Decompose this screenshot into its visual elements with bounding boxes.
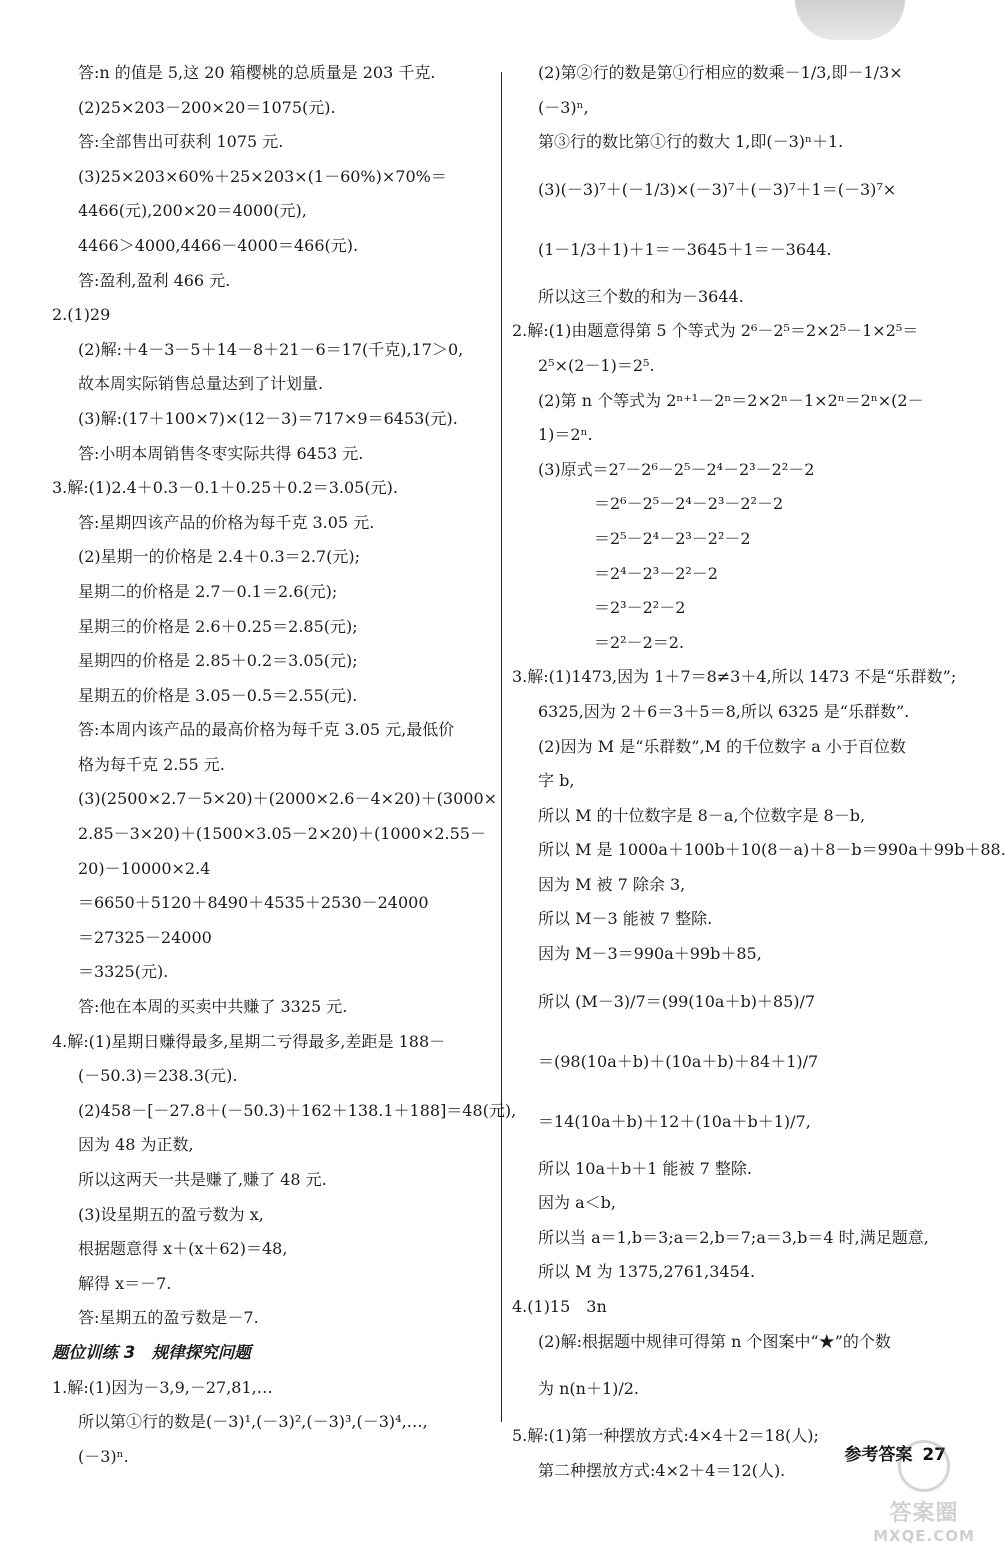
left-line: (－3)ⁿ. (78, 1446, 129, 1466)
right-line: ＝2⁴－2³－2²－2 (594, 563, 718, 583)
right-line: 1)＝2ⁿ. (538, 425, 593, 445)
left-line: 20)－10000×2.4 (78, 858, 211, 878)
right-line: (3)原式＝2⁷－2⁶－2⁵－2⁴－2³－2²－2 (538, 459, 815, 479)
left-line: 答:盈利,盈利 466 元. (78, 270, 231, 290)
left-line: (2)解:＋4－3－5＋14－8＋21－6＝17(千克),17＞0, (78, 339, 464, 359)
right-line: 6325,因为 2＋6＝3＋5＝8,所以 6325 是“乐群数”. (538, 701, 910, 721)
right-line: 第③行的数比第①行的数大 1,即(－3)ⁿ＋1. (538, 132, 844, 152)
left-line: 答:小明本周销售冬枣实际共得 6453 元. (78, 443, 364, 463)
right-line: ＝14(10a＋b)＋12＋(10a＋b＋1)/7, (538, 1111, 811, 1131)
footer-label: 参考答案 (844, 1445, 913, 1465)
right-line: 所以这三个数的和为－3644. (538, 286, 744, 306)
right-line: (1－1/3＋1)＋1＝－3645＋1＝－3644. (538, 239, 832, 259)
left-line: 2.85－3×20)＋(1500×3.05－2×20)＋(1000×2.55－ (78, 824, 486, 844)
left-line: 4.解:(1)星期日赚得最多,星期二亏得最多,差距是 188－ (52, 1031, 446, 1051)
left-line: 答:星期四该产品的价格为每千克 3.05 元. (78, 512, 375, 532)
left-line: (3)(2500×2.7－5×20)＋(2000×2.6－4×20)＋(3000× (78, 789, 498, 809)
left-line: ＝27325－24000 (78, 927, 212, 947)
left-line: 2.(1)29 (52, 305, 111, 325)
left-line: ＝6650＋5120＋8490＋4535＋2530－24000 (78, 893, 429, 913)
left-line: 格为每千克 2.55 元. (78, 754, 225, 774)
right-line: (2)因为 M 是“乐群数”,M 的千位数字 a 小于百位数 (538, 736, 906, 756)
right-line: ＝2⁶－2⁵－2⁴－2³－2²－2 (594, 494, 784, 514)
left-line: (3)解:(17＋100×7)×(12－3)＝717×9＝6453(元). (78, 408, 458, 428)
left-line: ＝3325(元). (78, 962, 169, 982)
left-line: 答:n 的值是 5,这 20 箱樱桃的总质量是 203 千克. (78, 63, 436, 82)
page-tab-decoration (795, 0, 905, 40)
watermark-url: MXQE.COM (873, 1527, 975, 1545)
right-line: 所以当 a＝1,b＝3;a＝2,b＝7;a＝3,b＝4 时,满足题意, (538, 1227, 929, 1247)
right-line: 第二种摆放方式:4×2＋4＝12(人). (538, 1460, 786, 1480)
right-line: (2)第 n 个等式为 2ⁿ⁺¹－2ⁿ＝2×2ⁿ－1×2ⁿ＝2ⁿ×(2－ (538, 390, 924, 410)
right-line: 因为 M－3＝990a＋99b＋85, (538, 944, 762, 964)
left-line: (3)25×203×60%＋25×203×(1－60%)×70%＝ (78, 166, 447, 186)
right-line: 4.(1)15 3n (512, 1297, 607, 1317)
right-line: 所以 M 是 1000a＋100b＋10(8－a)＋8－b＝990a＋99b＋88. (538, 840, 1006, 860)
right-line: 因为 a＜b, (538, 1193, 616, 1213)
right-line: 3.解:(1)1473,因为 1＋7＝8≠3＋4,所以 1473 不是“乐群数”; (512, 667, 957, 687)
right-line: 2⁵×(2－1)＝2⁵. (538, 355, 655, 375)
left-line: 4466(元),200×20＝4000(元), (78, 201, 307, 221)
right-column (512, 56, 1006, 1488)
left-line: 根据题意得 x＋(x＋62)＝48, (78, 1239, 288, 1259)
right-line: ＝(98(10a＋b)＋(10a＋b)＋84＋1)/7 (538, 1051, 819, 1071)
right-line: 所以 10a＋b＋1 能被 7 整除. (538, 1158, 752, 1178)
left-line: 答:本周内该产品的最高价格为每千克 3.05 元,最低价 (78, 720, 455, 740)
left-line: 星期五的价格是 3.05－0.5＝2.55(元). (78, 685, 358, 705)
right-line: 字 b, (538, 771, 575, 791)
left-line: 所以这两天一共是赚了,赚了 48 元. (78, 1170, 327, 1189)
right-line: (－3)ⁿ, (538, 97, 589, 117)
right-line: 所以 M－3 能被 7 整除. (538, 909, 713, 929)
left-line: 答:星期五的盈亏数是－7. (78, 1308, 259, 1328)
left-line: 星期二的价格是 2.7－0.1＝2.6(元); (78, 581, 338, 601)
right-line: 5.解:(1)第一种摆放方式:4×4＋2＝18(人); (512, 1426, 819, 1446)
left-line: (3)设星期五的盈亏数为 x, (78, 1204, 264, 1224)
watermark-logo (864, 1440, 984, 1545)
left-line: (2)25×203－200×20＝1075(元). (78, 97, 336, 117)
right-line: (2)第②行的数是第①行相应的数乘－1/3,即－1/3× (538, 63, 903, 82)
page-number: 27 (922, 1445, 946, 1465)
left-line: (2)星期一的价格是 2.4＋0.3＝2.7(元); (78, 547, 360, 567)
right-line: (2)解:根据题中规律可得第 n 个图案中“★”的个数 (538, 1331, 891, 1351)
left-line: 1.解:(1)因为－3,9,－27,81,… (52, 1377, 273, 1397)
left-line: 星期四的价格是 2.85＋0.2＝3.05(元); (78, 651, 358, 671)
left-line: (－50.3)＝238.3(元). (78, 1066, 238, 1086)
right-line: 为 n(n＋1)/2. (538, 1379, 640, 1399)
right-line: 所以 M 的十位数字是 8－a,个位数字是 8－b, (538, 805, 866, 825)
right-line: 因为 M 被 7 除余 3, (538, 874, 686, 894)
right-line: (3)(－3)⁷＋(－1/3)×(－3)⁷＋(－3)⁷＋1＝(－3)⁷× (538, 179, 897, 199)
right-line: ＝2³－2²－2 (594, 598, 686, 618)
left-line: 3.解:(1)2.4＋0.3－0.1＋0.25＋0.2＝3.05(元). (52, 478, 398, 498)
left-column (52, 56, 517, 1474)
right-line: 所以 (M－3)/7＝(99(10a＋b)＋85)/7 (538, 991, 816, 1011)
right-line: 2.解:(1)由题意得第 5 个等式为 2⁶－2⁵＝2×2⁵－1×2⁵＝ (512, 321, 919, 341)
left-line: 解得 x＝－7. (78, 1273, 172, 1293)
right-line: ＝2²－2＝2. (594, 632, 685, 652)
left-line: 所以第①行的数是(－3)¹,(－3)²,(－3)³,(－3)⁴,…, (78, 1412, 428, 1432)
right-line: 所以 M 为 1375,2761,3454. (538, 1262, 756, 1282)
watermark-title: 答案圈 (889, 1501, 959, 1526)
left-line: 4466＞4000,4466－4000＝466(元). (78, 235, 359, 255)
right-line: ＝2⁵－2⁴－2³－2²－2 (594, 528, 751, 548)
left-line: 星期三的价格是 2.6＋0.25＝2.85(元); (78, 616, 358, 636)
watermark-circle-icon (898, 1440, 950, 1492)
left-line: 答:全部售出可获利 1075 元. (78, 132, 284, 152)
left-line: 因为 48 为正数, (78, 1135, 194, 1155)
left-line: 答:他在本周的买卖中共赚了 3325 元. (78, 997, 348, 1017)
left-line: (2)458－[－27.8＋(－50.3)＋162＋138.1＋188]＝48(元), (78, 1100, 517, 1120)
column-divider (501, 72, 502, 1422)
left-line: 故本周实际销售总量达到了计划量. (78, 374, 324, 394)
left-line: 题位训练 3 规律探究问题 (52, 1342, 251, 1362)
